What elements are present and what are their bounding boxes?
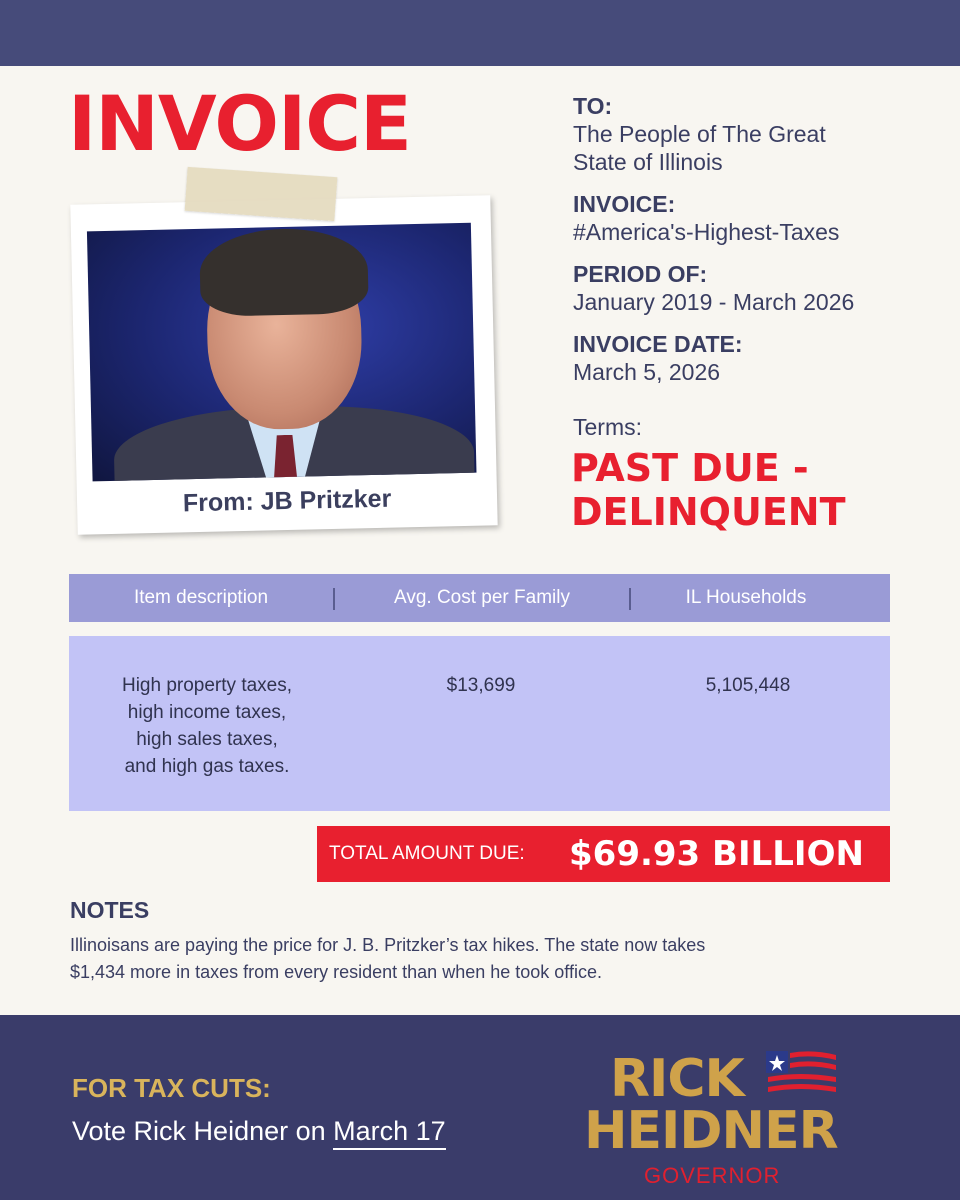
photo-caption: From: JB Pritzker [182,484,392,518]
cta-heading: FOR TAX CUTS: [72,1073,271,1103]
cell-households: 5,105,448 [705,675,791,696]
description-line: high sales taxes, [136,729,278,750]
description-line: and high gas taxes. [124,756,290,777]
terms-label: Terms: [573,414,642,440]
notes-line1: Illinoisans are paying the price for J. B. Pritzker’s tax hikes. The state now takes [70,935,706,955]
top-band [0,0,960,66]
hair-shape [199,227,369,317]
column-header-description: Item description [133,587,269,608]
cta-text [72,1116,446,1147]
invoice-title: INVOICE [68,79,411,168]
notes-text [70,932,900,986]
column-header-cost: Avg. Cost per Family [394,587,570,608]
footer-band [0,1015,960,1200]
photo-card [70,195,497,534]
total-amount-banner [317,826,890,882]
period-value: January 2019 - March 2026 [573,289,855,315]
invoice-details [573,92,933,400]
invoice-label: INVOICE: [573,191,676,217]
total-label: TOTAL AMOUNT DUE: [329,843,525,864]
description-line: High property taxes, [121,675,293,696]
to-block [573,92,933,176]
to-label: TO: [573,93,613,119]
portrait-photo [87,223,477,482]
table-row [69,636,890,811]
cta-date: March 17 [333,1116,446,1150]
cta-text-main: Vote Rick Heidner on [72,1116,334,1146]
notes-line2: $1,434 more in taxes from every resident than when he took office. [70,962,602,982]
table-header [69,574,890,622]
cell-cost: $13,699 [446,675,516,696]
total-amount: $69.93 BILLION [569,834,864,874]
logo-line1: RICK [610,1049,744,1109]
terms-line2: DELINQUENT [571,490,846,534]
period-block [573,260,933,316]
invoice-date-label: INVOICE DATE: [573,331,743,357]
to-value-line2: State of Illinois [573,149,723,175]
notes-heading: NOTES [70,897,150,923]
invoice-date-value: March 5, 2026 [573,359,721,385]
period-label: PERIOD OF: [573,261,708,287]
invoice-date-block [573,330,933,386]
invoice-number-block [573,190,933,246]
column-header-households: IL Households [685,587,807,608]
cell-description [69,672,345,780]
terms-value [571,446,911,534]
logo-line3: GOVERNOR [644,1163,781,1188]
logo-line2: HEIDNER [584,1101,838,1161]
campaign-logo [572,1043,892,1193]
to-value-line1: The People of The Great [573,121,826,147]
terms-line1: PAST DUE - [571,446,809,490]
flag-icon [766,1049,838,1097]
invoice-value: #America's-Highest-Taxes [573,219,840,245]
description-line: high income taxes, [127,702,287,723]
